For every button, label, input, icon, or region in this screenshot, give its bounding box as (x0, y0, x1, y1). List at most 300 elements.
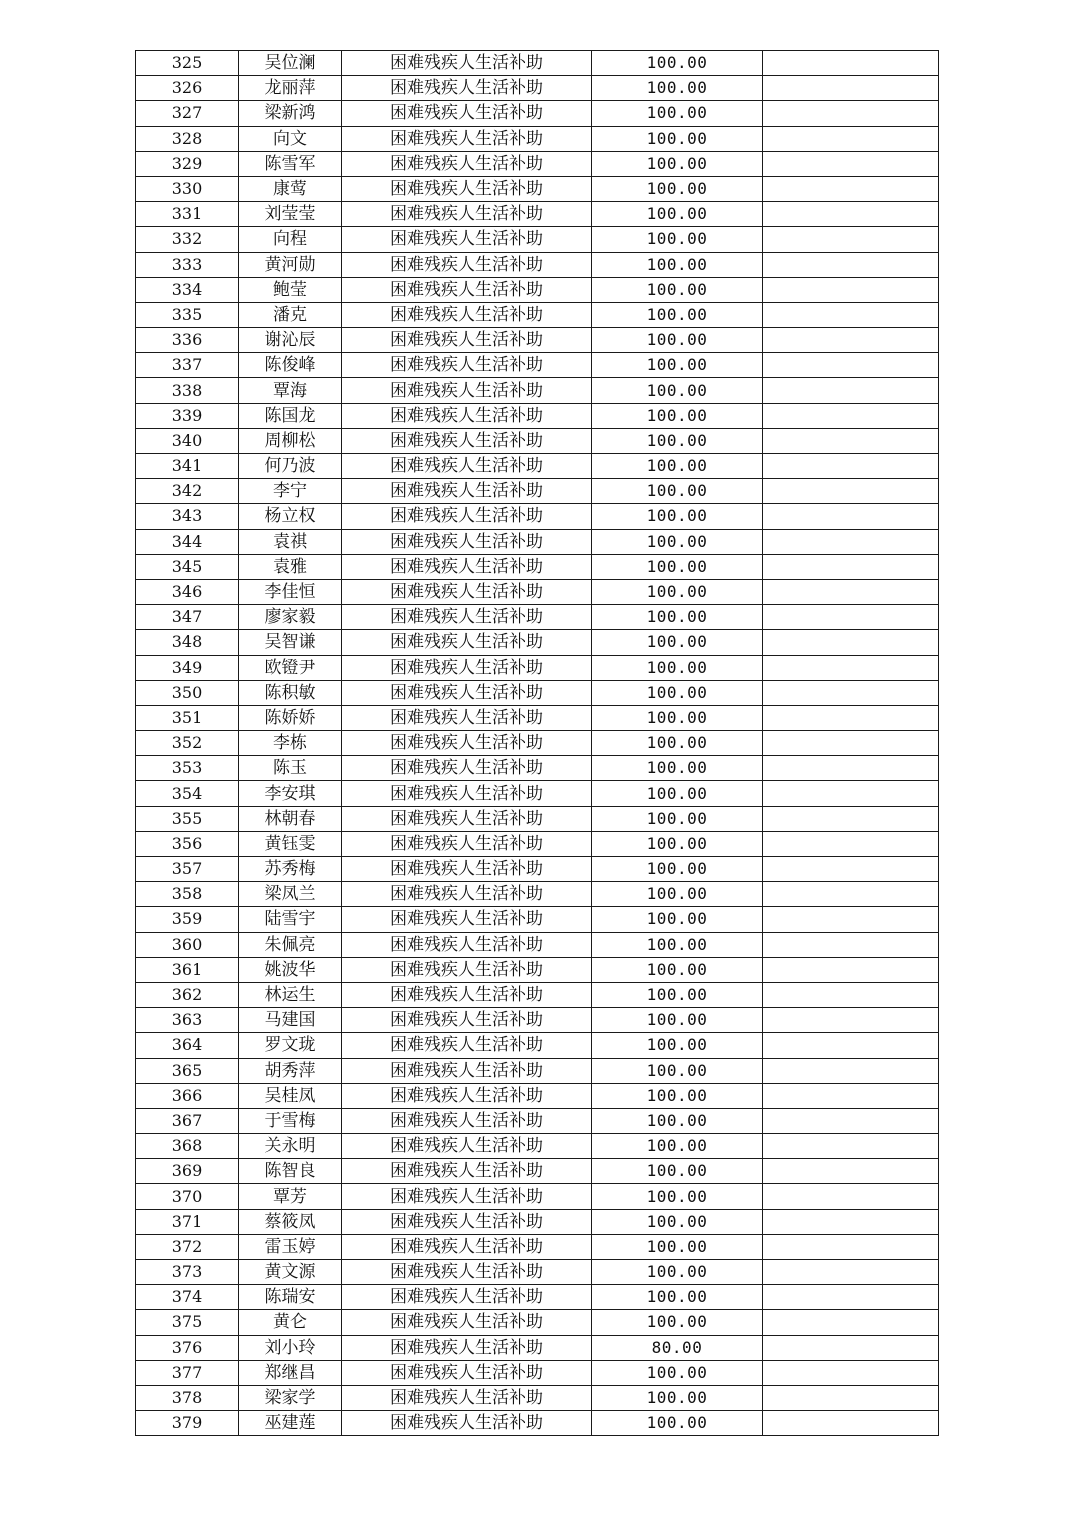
row-number-cell: 348 (136, 630, 239, 655)
row-number-cell: 347 (136, 605, 239, 630)
table-row (136, 302, 939, 327)
recipient-name-cell: 覃芳 (239, 1184, 342, 1209)
table-row (136, 680, 939, 705)
note-cell (763, 1209, 939, 1234)
note-cell (763, 806, 939, 831)
amount-cell: 100.00 (592, 1385, 763, 1410)
row-number-cell: 368 (136, 1134, 239, 1159)
recipient-name-cell: 袁雅 (239, 554, 342, 579)
row-number-cell: 334 (136, 277, 239, 302)
subsidy-item-cell: 困难残疾人生活补助 (342, 479, 592, 504)
recipient-name-cell: 潘克 (239, 302, 342, 327)
table-row (136, 277, 939, 302)
subsidy-item-cell: 困难残疾人生活补助 (342, 932, 592, 957)
amount-cell: 100.00 (592, 982, 763, 1007)
row-number-cell: 327 (136, 101, 239, 126)
amount-cell: 100.00 (592, 227, 763, 252)
row-number-cell: 345 (136, 554, 239, 579)
subsidy-item-cell: 困难残疾人生活补助 (342, 579, 592, 604)
recipient-name-cell: 周柳松 (239, 428, 342, 453)
recipient-name-cell: 李佳恒 (239, 579, 342, 604)
recipient-name-cell: 巫建莲 (239, 1411, 342, 1436)
amount-cell: 100.00 (592, 630, 763, 655)
table-row (136, 1260, 939, 1285)
note-cell (763, 1260, 939, 1285)
subsidy-item-cell: 困难残疾人生活补助 (342, 605, 592, 630)
recipient-name-cell: 廖家毅 (239, 605, 342, 630)
row-number-cell: 325 (136, 51, 239, 76)
subsidy-item-cell: 困难残疾人生活补助 (342, 680, 592, 705)
note-cell (763, 1159, 939, 1184)
table-row (136, 1108, 939, 1133)
recipient-name-cell: 陈娇娇 (239, 705, 342, 730)
recipient-name-cell: 郑继昌 (239, 1360, 342, 1385)
row-number-cell: 328 (136, 126, 239, 151)
table-row (136, 1159, 939, 1184)
note-cell (763, 630, 939, 655)
subsidy-item-cell: 困难残疾人生活补助 (342, 1234, 592, 1259)
note-cell (763, 579, 939, 604)
amount-cell: 100.00 (592, 655, 763, 680)
amount-cell: 100.00 (592, 1058, 763, 1083)
subsidy-item-cell: 困难残疾人生活补助 (342, 126, 592, 151)
note-cell (763, 302, 939, 327)
subsidy-item-cell: 困难残疾人生活补助 (342, 982, 592, 1007)
recipient-name-cell: 吴位澜 (239, 51, 342, 76)
subsidy-item-cell: 困难残疾人生活补助 (342, 756, 592, 781)
subsidy-table (135, 50, 939, 1436)
amount-cell: 100.00 (592, 1310, 763, 1335)
subsidy-item-cell: 困难残疾人生活补助 (342, 101, 592, 126)
row-number-cell: 365 (136, 1058, 239, 1083)
table-row (136, 1411, 939, 1436)
table-row (136, 781, 939, 806)
amount-cell: 100.00 (592, 403, 763, 428)
row-number-cell: 358 (136, 882, 239, 907)
amount-cell: 80.00 (592, 1335, 763, 1360)
note-cell (763, 957, 939, 982)
table-row (136, 529, 939, 554)
amount-cell: 100.00 (592, 378, 763, 403)
note-cell (763, 1385, 939, 1410)
amount-cell: 100.00 (592, 680, 763, 705)
note-cell (763, 529, 939, 554)
table-row (136, 1008, 939, 1033)
note-cell (763, 1184, 939, 1209)
recipient-name-cell: 李宁 (239, 479, 342, 504)
row-number-cell: 376 (136, 1335, 239, 1360)
table-row (136, 51, 939, 76)
amount-cell: 100.00 (592, 1159, 763, 1184)
row-number-cell: 363 (136, 1008, 239, 1033)
note-cell (763, 1234, 939, 1259)
amount-cell: 100.00 (592, 176, 763, 201)
subsidy-item-cell: 困难残疾人生活补助 (342, 302, 592, 327)
table-row (136, 252, 939, 277)
note-cell (763, 857, 939, 882)
recipient-name-cell: 陈雪军 (239, 151, 342, 176)
recipient-name-cell: 黄文源 (239, 1260, 342, 1285)
row-number-cell: 349 (136, 655, 239, 680)
note-cell (763, 831, 939, 856)
recipient-name-cell: 黄河勋 (239, 252, 342, 277)
amount-cell: 100.00 (592, 252, 763, 277)
recipient-name-cell: 林运生 (239, 982, 342, 1007)
amount-cell: 100.00 (592, 529, 763, 554)
recipient-name-cell: 胡秀萍 (239, 1058, 342, 1083)
amount-cell: 100.00 (592, 1260, 763, 1285)
table-row (136, 353, 939, 378)
amount-cell: 100.00 (592, 202, 763, 227)
subsidy-item-cell: 困难残疾人生活补助 (342, 76, 592, 101)
note-cell (763, 1033, 939, 1058)
row-number-cell: 330 (136, 176, 239, 201)
table-row (136, 76, 939, 101)
recipient-name-cell: 李栋 (239, 731, 342, 756)
note-cell (763, 328, 939, 353)
table-row (136, 1184, 939, 1209)
subsidy-item-cell: 困难残疾人生活补助 (342, 1285, 592, 1310)
subsidy-item-cell: 困难残疾人生活补助 (342, 202, 592, 227)
recipient-name-cell: 陈国龙 (239, 403, 342, 428)
recipient-name-cell: 梁新鸿 (239, 101, 342, 126)
recipient-name-cell: 梁凤兰 (239, 882, 342, 907)
table-body (136, 51, 939, 1436)
table-row (136, 831, 939, 856)
note-cell (763, 1108, 939, 1133)
row-number-cell: 329 (136, 151, 239, 176)
table-row (136, 428, 939, 453)
recipient-name-cell: 康莺 (239, 176, 342, 201)
table-row (136, 1385, 939, 1410)
note-cell (763, 1360, 939, 1385)
row-number-cell: 367 (136, 1108, 239, 1133)
recipient-name-cell: 何乃波 (239, 454, 342, 479)
recipient-name-cell: 马建国 (239, 1008, 342, 1033)
amount-cell: 100.00 (592, 957, 763, 982)
recipient-name-cell: 陈俊峰 (239, 353, 342, 378)
recipient-name-cell: 谢沁辰 (239, 328, 342, 353)
row-number-cell: 336 (136, 328, 239, 353)
table-row (136, 705, 939, 730)
note-cell (763, 705, 939, 730)
recipient-name-cell: 刘小玲 (239, 1335, 342, 1360)
note-cell (763, 907, 939, 932)
note-cell (763, 731, 939, 756)
subsidy-item-cell: 困难残疾人生活补助 (342, 1385, 592, 1410)
amount-cell: 100.00 (592, 756, 763, 781)
row-number-cell: 353 (136, 756, 239, 781)
subsidy-item-cell: 困难残疾人生活补助 (342, 630, 592, 655)
subsidy-item-cell: 困难残疾人生活补助 (342, 378, 592, 403)
amount-cell: 100.00 (592, 126, 763, 151)
amount-cell: 100.00 (592, 51, 763, 76)
row-number-cell: 337 (136, 353, 239, 378)
note-cell (763, 76, 939, 101)
subsidy-item-cell: 困难残疾人生活补助 (342, 882, 592, 907)
subsidy-item-cell: 困难残疾人生活补助 (342, 504, 592, 529)
table-row (136, 1033, 939, 1058)
table-row (136, 101, 939, 126)
table-row (136, 176, 939, 201)
note-cell (763, 51, 939, 76)
row-number-cell: 356 (136, 831, 239, 856)
amount-cell: 100.00 (592, 101, 763, 126)
row-number-cell: 350 (136, 680, 239, 705)
note-cell (763, 227, 939, 252)
amount-cell: 100.00 (592, 1411, 763, 1436)
note-cell (763, 126, 939, 151)
note-cell (763, 756, 939, 781)
row-number-cell: 344 (136, 529, 239, 554)
note-cell (763, 504, 939, 529)
row-number-cell: 339 (136, 403, 239, 428)
recipient-name-cell: 苏秀梅 (239, 857, 342, 882)
recipient-name-cell: 陈玉 (239, 756, 342, 781)
amount-cell: 100.00 (592, 277, 763, 302)
row-number-cell: 341 (136, 454, 239, 479)
subsidy-item-cell: 困难残疾人生活补助 (342, 655, 592, 680)
table-row (136, 806, 939, 831)
recipient-name-cell: 龙丽萍 (239, 76, 342, 101)
recipient-name-cell: 吴智谦 (239, 630, 342, 655)
table-row (136, 554, 939, 579)
recipient-name-cell: 欧镫尹 (239, 655, 342, 680)
row-number-cell: 343 (136, 504, 239, 529)
subsidy-item-cell: 困难残疾人生活补助 (342, 227, 592, 252)
amount-cell: 100.00 (592, 579, 763, 604)
table-row (136, 454, 939, 479)
subsidy-item-cell: 困难残疾人生活补助 (342, 1058, 592, 1083)
note-cell (763, 252, 939, 277)
recipient-name-cell: 陈瑞安 (239, 1285, 342, 1310)
recipient-name-cell: 李安琪 (239, 781, 342, 806)
row-number-cell: 366 (136, 1083, 239, 1108)
row-number-cell: 335 (136, 302, 239, 327)
row-number-cell: 340 (136, 428, 239, 453)
row-number-cell: 371 (136, 1209, 239, 1234)
subsidy-item-cell: 困难残疾人生活补助 (342, 353, 592, 378)
row-number-cell: 351 (136, 705, 239, 730)
note-cell (763, 1083, 939, 1108)
amount-cell: 100.00 (592, 554, 763, 579)
note-cell (763, 1134, 939, 1159)
note-cell (763, 403, 939, 428)
subsidy-item-cell: 困难残疾人生活补助 (342, 403, 592, 428)
subsidy-item-cell: 困难残疾人生活补助 (342, 1108, 592, 1133)
recipient-name-cell: 袁祺 (239, 529, 342, 554)
amount-cell: 100.00 (592, 1134, 763, 1159)
note-cell (763, 277, 939, 302)
table-row (136, 1058, 939, 1083)
row-number-cell: 369 (136, 1159, 239, 1184)
recipient-name-cell: 黄仑 (239, 1310, 342, 1335)
amount-cell: 100.00 (592, 76, 763, 101)
row-number-cell: 374 (136, 1285, 239, 1310)
row-number-cell: 373 (136, 1260, 239, 1285)
amount-cell: 100.00 (592, 454, 763, 479)
table-row (136, 328, 939, 353)
table-row (136, 655, 939, 680)
recipient-name-cell: 梁家学 (239, 1385, 342, 1410)
amount-cell: 100.00 (592, 1033, 763, 1058)
subsidy-item-cell: 困难残疾人生活补助 (342, 1335, 592, 1360)
amount-cell: 100.00 (592, 302, 763, 327)
subsidy-item-cell: 困难残疾人生活补助 (342, 831, 592, 856)
amount-cell: 100.00 (592, 353, 763, 378)
recipient-name-cell: 陈积敏 (239, 680, 342, 705)
row-number-cell: 332 (136, 227, 239, 252)
amount-cell: 100.00 (592, 882, 763, 907)
note-cell (763, 428, 939, 453)
amount-cell: 100.00 (592, 1108, 763, 1133)
note-cell (763, 151, 939, 176)
amount-cell: 100.00 (592, 705, 763, 730)
amount-cell: 100.00 (592, 932, 763, 957)
row-number-cell: 338 (136, 378, 239, 403)
recipient-name-cell: 覃海 (239, 378, 342, 403)
amount-cell: 100.00 (592, 907, 763, 932)
note-cell (763, 1285, 939, 1310)
table-row (136, 882, 939, 907)
amount-cell: 100.00 (592, 504, 763, 529)
subsidy-item-cell: 困难残疾人生活补助 (342, 1411, 592, 1436)
amount-cell: 100.00 (592, 1083, 763, 1108)
subsidy-item-cell: 困难残疾人生活补助 (342, 907, 592, 932)
table-row (136, 932, 939, 957)
subsidy-item-cell: 困难残疾人生活补助 (342, 1184, 592, 1209)
note-cell (763, 982, 939, 1007)
recipient-name-cell: 朱佩亮 (239, 932, 342, 957)
table-row (136, 1209, 939, 1234)
recipient-name-cell: 林朝春 (239, 806, 342, 831)
amount-cell: 100.00 (592, 806, 763, 831)
subsidy-item-cell: 困难残疾人生活补助 (342, 529, 592, 554)
amount-cell: 100.00 (592, 1209, 763, 1234)
amount-cell: 100.00 (592, 1285, 763, 1310)
table-row (136, 630, 939, 655)
row-number-cell: 326 (136, 76, 239, 101)
row-number-cell: 379 (136, 1411, 239, 1436)
note-cell (763, 1411, 939, 1436)
amount-cell: 100.00 (592, 731, 763, 756)
table-row (136, 504, 939, 529)
row-number-cell: 352 (136, 731, 239, 756)
note-cell (763, 176, 939, 201)
recipient-name-cell: 向文 (239, 126, 342, 151)
subsidy-item-cell: 困难残疾人生活补助 (342, 705, 592, 730)
row-number-cell: 377 (136, 1360, 239, 1385)
row-number-cell: 346 (136, 579, 239, 604)
row-number-cell: 372 (136, 1234, 239, 1259)
subsidy-item-cell: 困难残疾人生活补助 (342, 277, 592, 302)
subsidy-item-cell: 困难残疾人生活补助 (342, 781, 592, 806)
amount-cell: 100.00 (592, 605, 763, 630)
subsidy-item-cell: 困难残疾人生活补助 (342, 151, 592, 176)
row-number-cell: 342 (136, 479, 239, 504)
subsidy-item-cell: 困难残疾人生活补助 (342, 957, 592, 982)
subsidy-item-cell: 困难残疾人生活补助 (342, 176, 592, 201)
row-number-cell: 364 (136, 1033, 239, 1058)
subsidy-item-cell: 困难残疾人生活补助 (342, 1083, 592, 1108)
amount-cell: 100.00 (592, 151, 763, 176)
table-row (136, 731, 939, 756)
table-row (136, 756, 939, 781)
note-cell (763, 479, 939, 504)
table-row (136, 1134, 939, 1159)
subsidy-item-cell: 困难残疾人生活补助 (342, 1360, 592, 1385)
note-cell (763, 1335, 939, 1360)
recipient-name-cell: 罗文珑 (239, 1033, 342, 1058)
table-row (136, 479, 939, 504)
table-row (136, 151, 939, 176)
subsidy-item-cell: 困难残疾人生活补助 (342, 731, 592, 756)
amount-cell: 100.00 (592, 857, 763, 882)
note-cell (763, 554, 939, 579)
table-row (136, 1310, 939, 1335)
table-row (136, 907, 939, 932)
table-row (136, 1360, 939, 1385)
subsidy-item-cell: 困难残疾人生活补助 (342, 1033, 592, 1058)
note-cell (763, 353, 939, 378)
row-number-cell: 355 (136, 806, 239, 831)
recipient-name-cell: 向程 (239, 227, 342, 252)
note-cell (763, 605, 939, 630)
subsidy-item-cell: 困难残疾人生活补助 (342, 1260, 592, 1285)
note-cell (763, 1310, 939, 1335)
amount-cell: 100.00 (592, 428, 763, 453)
note-cell (763, 101, 939, 126)
table-row (136, 1285, 939, 1310)
table-row (136, 982, 939, 1007)
table-row (136, 1083, 939, 1108)
note-cell (763, 655, 939, 680)
table-row (136, 227, 939, 252)
row-number-cell: 333 (136, 252, 239, 277)
table-row (136, 857, 939, 882)
note-cell (763, 680, 939, 705)
subsidy-item-cell: 困难残疾人生活补助 (342, 328, 592, 353)
recipient-name-cell: 陈智良 (239, 1159, 342, 1184)
note-cell (763, 454, 939, 479)
amount-cell: 100.00 (592, 479, 763, 504)
table-row (136, 1335, 939, 1360)
recipient-name-cell: 蔡筱凤 (239, 1209, 342, 1234)
table-row (136, 378, 939, 403)
subsidy-item-cell: 困难残疾人生活补助 (342, 857, 592, 882)
note-cell (763, 378, 939, 403)
amount-cell: 100.00 (592, 1234, 763, 1259)
amount-cell: 100.00 (592, 831, 763, 856)
table-row (136, 1234, 939, 1259)
subsidy-item-cell: 困难残疾人生活补助 (342, 51, 592, 76)
amount-cell: 100.00 (592, 1008, 763, 1033)
subsidy-item-cell: 困难残疾人生活补助 (342, 1209, 592, 1234)
row-number-cell: 360 (136, 932, 239, 957)
recipient-name-cell: 刘莹莹 (239, 202, 342, 227)
row-number-cell: 370 (136, 1184, 239, 1209)
note-cell (763, 1058, 939, 1083)
row-number-cell: 375 (136, 1310, 239, 1335)
note-cell (763, 932, 939, 957)
note-cell (763, 202, 939, 227)
subsidy-item-cell: 困难残疾人生活补助 (342, 554, 592, 579)
note-cell (763, 882, 939, 907)
subsidy-item-cell: 困难残疾人生活补助 (342, 428, 592, 453)
subsidy-item-cell: 困难残疾人生活补助 (342, 1134, 592, 1159)
table-row (136, 605, 939, 630)
recipient-name-cell: 姚波华 (239, 957, 342, 982)
